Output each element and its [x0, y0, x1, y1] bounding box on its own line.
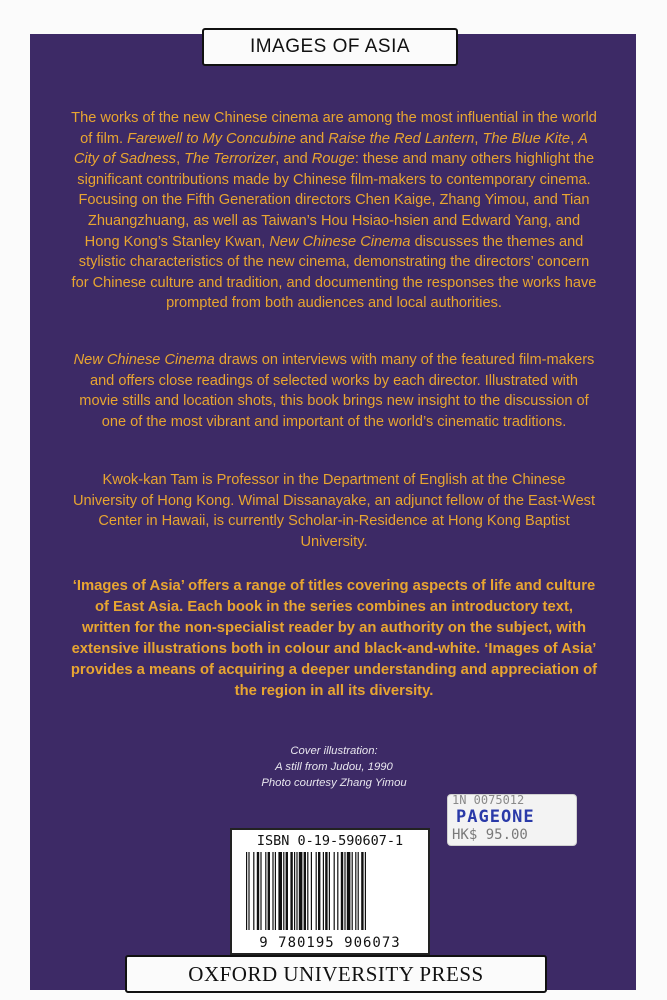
text-run: , — [570, 130, 579, 147]
barcode-bar — [355, 852, 356, 930]
barcode-bar — [296, 852, 297, 930]
barcode-bar — [278, 852, 282, 930]
ean-digits: 9 780195 906073 — [259, 935, 401, 951]
barcode-bar — [286, 852, 288, 930]
barcode-bar — [246, 852, 247, 930]
film-title: Farewell to My Concubine — [127, 130, 296, 147]
blurb-paragraph-2 — [70, 350, 598, 432]
barcode-bar — [341, 852, 343, 930]
barcode-bar — [307, 852, 308, 930]
series-banner — [202, 28, 458, 66]
credit-line-3: Photo courtesy Zhang Yimou — [261, 777, 407, 789]
text-run: : these and many others highlight the significant contributions made by Chinese film-makers to contemporary cinema. Focusing on the Fifth Generation directors Chen Kaige, Zhang Yimou, and Tian Zhuangzhuang, as well as Taiwan’s Hou Hsiao-hsien and Edward Yang, and Hong Kong’s Stanley Kwan, — [77, 151, 595, 250]
film-title: Raise the Red Lantern — [328, 130, 475, 147]
sticker-price: HK$ 95.00 — [452, 827, 528, 843]
barcode-bar — [275, 852, 276, 930]
series-description: ‘Images of Asia’ offers a range of titles covering aspects of life and culture of East Asia. Each book in the series combines an introductory text, written for the non-specialist reader by an authority on the subject, with extensive illustrations both in colour and black-and-white. ‘Images of Asia’ provides a means of acquiring a deeper understanding and appreciation of the region in all its diversity. — [70, 578, 598, 699]
barcode-bar — [260, 852, 261, 930]
price-sticker — [447, 794, 577, 846]
barcode-bar — [361, 852, 363, 930]
sticker-brand: PAGEONE — [456, 807, 535, 827]
publisher-banner — [125, 955, 547, 993]
barcode-bar — [299, 852, 303, 930]
barcode-bar — [272, 852, 273, 930]
barcode-bar — [253, 852, 254, 930]
barcode-bar — [268, 852, 270, 930]
blurb-paragraph-1 — [70, 108, 598, 314]
isbn-label: ISBN 0-19-590607-1 — [256, 833, 404, 849]
film-title: The Blue Kite — [482, 130, 571, 147]
credit-line-2: A still from Judou, 1990 — [275, 761, 393, 773]
sticker-code: 1N 0075012 — [452, 793, 525, 807]
barcode-bar — [318, 852, 320, 930]
film-title: The Terrorizer — [184, 151, 276, 168]
series-banner-label: IMAGES OF ASIA — [249, 36, 411, 57]
publisher-label: OXFORD UNIVERSITY PRESS — [188, 961, 484, 986]
barcode-bar — [334, 852, 335, 930]
credit-line-1: Cover illustration: — [290, 745, 378, 757]
barcode-bar — [265, 852, 266, 930]
barcode-bar — [365, 852, 366, 930]
text-run: and — [295, 130, 329, 147]
barcode-bar — [311, 852, 312, 930]
text-run: The works of the new Chinese cinema are among the most influential in the world of film. — [71, 110, 597, 147]
barcode-bar — [325, 852, 327, 930]
text-run: , and — [275, 151, 312, 168]
barcode-bar — [283, 852, 284, 930]
cover-credit — [220, 743, 448, 791]
barcode-bar — [290, 852, 292, 930]
barcode-bar — [344, 852, 345, 930]
barcode — [230, 828, 430, 955]
barcode-bar — [294, 852, 295, 930]
authors-paragraph: Kwok-kan Tam is Professor in the Department of English at the Chinese University of Hong Kong. Wimal Dissanayake, an adjunct fellow of the East-West Center in Hawaii, is currently Scholar-in-Residence at Hong Kong Baptist University. — [72, 472, 596, 550]
barcode-bar — [352, 852, 353, 930]
text-run: , — [176, 151, 185, 168]
barcode-bar — [329, 852, 330, 930]
barcode-bar — [248, 852, 249, 930]
film-title: A City of Sadness — [73, 130, 588, 168]
text-run: draws on interviews with many of the featured film-makers and offers close readings of selected works by each director. Illustrated with movie stills and location shots, this book brings new insight to the discussion of one of the most vibrant and important of the world’s cinematic traditions. — [79, 352, 595, 430]
barcode-bar — [257, 852, 259, 930]
barcode-bar — [316, 852, 317, 930]
film-title: Rouge — [311, 151, 355, 168]
text-run: , — [474, 130, 483, 147]
barcode-bar — [304, 852, 306, 930]
film-title: New Chinese Cinema — [269, 233, 411, 250]
barcode-bar — [337, 852, 338, 930]
barcode-bar — [347, 852, 351, 930]
film-title: New Chinese Cinema — [73, 352, 215, 368]
text-run: discusses the themes and stylistic characteristics of the new cinema, demonstrating the directors’ concern for Chinese culture and tradition, and documenting the responses the works have prompted from both audiences and local authorities. — [71, 233, 597, 312]
barcode-bars — [246, 852, 414, 930]
barcode-bar — [358, 852, 359, 930]
barcode-bar — [323, 852, 324, 930]
